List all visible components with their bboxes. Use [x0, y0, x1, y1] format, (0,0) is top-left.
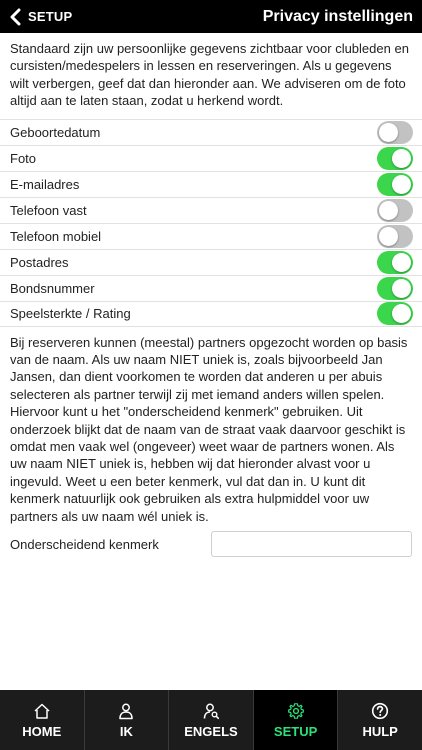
setting-label: Telefoon mobiel [10, 228, 102, 244]
main-content [0, 33, 422, 557]
back-button[interactable] [8, 8, 72, 26]
tab-setup[interactable] [254, 690, 339, 750]
tab-label: ENGELS [184, 723, 238, 739]
tab-home[interactable] [0, 690, 85, 750]
back-button-label: SETUP [28, 9, 73, 24]
setting-row-phone-landline [0, 197, 422, 223]
federation-number-toggle[interactable] [377, 277, 413, 300]
distinctive-feature-row [0, 525, 422, 557]
home-icon [33, 702, 51, 720]
top-bar [0, 0, 422, 33]
setting-row-phone-mobile [0, 223, 422, 249]
explanation-text: Bij reserveren kunnen (meestal) partners opgezocht worden op basis van de naam. Als uw naam NIET uniek is, zoals bijvoorbeeld Jan Jansen, dan dient voorkomen te worden dat anderen u per abuis selecteren als partner terwijl zij met iemand anders willen spelen. Hiervoor kunt u het "onderscheidend kenmerk" gebruiken. Uit onderzoek blijkt dat de naam van de straat vaak daarvoor geschikt is omdat men vaak wel (ongeveer) weet waar de partners wonen. Als uw naam NIET uniek is, hebben wij dat hieronder alvast voor u ingevuld. Weet u een beter kenmerk, vul dat dan in. U kunt dit kenmerk natuurlijk ook gebruiken als extra hulpmiddel voor uw partners als uw naam wél uniek is. [10, 334, 408, 524]
setting-row-federation-number [0, 275, 422, 301]
tab-label: IK [119, 723, 133, 739]
setting-label: Speelsterkte / Rating [10, 306, 131, 322]
setting-label: Geboortedatum [10, 124, 101, 140]
setting-label: Telefoon vast [10, 202, 87, 218]
setting-row-email [0, 171, 422, 197]
tab-engels[interactable] [169, 690, 254, 750]
intro-text: Standaard zijn uw persoonlijke gegevens zichtbaar voor clubleden en cursisten/medespelers in lessen en reserveringen. Als u gegevens wilt verbergen, geef dat dan hieronder aan. We adviseren om de foto altijd aan te laten staan, zodat u herkend wordt. [10, 41, 409, 109]
setting-row-rating [0, 301, 422, 327]
setting-row-birthdate [0, 119, 422, 145]
phone-mobile-toggle[interactable] [377, 225, 413, 248]
user-search-icon [202, 702, 220, 720]
setting-row-postal-address [0, 249, 422, 275]
tab-label: SETUP [273, 723, 318, 739]
rating-toggle[interactable] [377, 302, 413, 325]
birthdate-toggle[interactable] [377, 121, 413, 144]
tab-label: HOME [22, 723, 62, 739]
bottom-tab-bar [0, 690, 422, 750]
setting-row-photo [0, 145, 422, 171]
setting-label: E-mailadres [10, 176, 80, 192]
chevron-left-icon [8, 8, 22, 26]
setting-label: Postadres [10, 254, 69, 270]
postal-address-toggle[interactable] [377, 251, 413, 274]
privacy-settings-list [0, 119, 422, 327]
tab-hulp[interactable] [338, 690, 422, 750]
distinctive-feature-input[interactable] [211, 531, 412, 557]
setting-label: Bondsnummer [10, 280, 95, 296]
tab-label: HULP [362, 723, 398, 739]
tab-ik[interactable] [85, 690, 170, 750]
page-title: Privacy instellingen [262, 7, 413, 25]
distinctive-feature-label: Onderscheidend kenmerk [10, 536, 159, 552]
email-toggle[interactable] [377, 173, 413, 196]
help-icon [371, 702, 389, 720]
photo-toggle[interactable] [377, 147, 413, 170]
gear-icon [287, 702, 305, 720]
setting-label: Foto [10, 150, 37, 166]
phone-landline-toggle[interactable] [377, 199, 413, 222]
person-icon [117, 702, 135, 720]
